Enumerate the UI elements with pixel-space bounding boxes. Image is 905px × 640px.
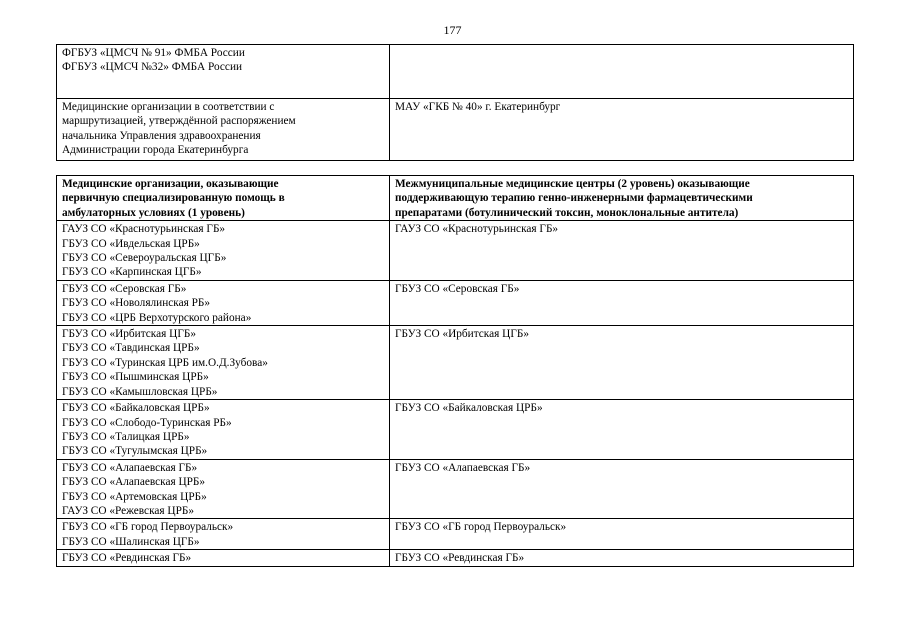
cell-line: ГБУЗ СО «Слободо-Туринская РБ» (62, 416, 232, 429)
cell-line: ГАУЗ СО «Краснотурьинская ГБ» (62, 223, 226, 236)
table-row (57, 45, 854, 99)
cell-line: ГБУЗ СО «Алапаевская ГБ» (62, 461, 198, 474)
table-row (57, 221, 854, 281)
cell-line: ФГБУЗ «ЦМСЧ № 91» ФМБА России (62, 47, 245, 59)
cell-line: начальника Управления здравоохранения (62, 129, 261, 142)
cell-line: ГБУЗ СО «Тугулымская ЦРБ» (62, 445, 208, 458)
cell-line: ГБУЗ СО «Серовская ГБ» (395, 282, 520, 295)
cell-line: ГБУЗ СО «Новолялинская РБ» (62, 297, 211, 310)
cell-line: ГАУЗ СО «Режевская ЦРБ» (62, 504, 194, 517)
table-cell-left (57, 221, 390, 281)
header-cell-right (390, 176, 854, 221)
table-cell-left (57, 550, 390, 566)
table-cell-right (390, 326, 854, 400)
cell-line: ГАУЗ СО «Краснотурьинская ГБ» (395, 223, 559, 236)
cell-line: ГБУЗ СО «Ревдинская ГБ» (62, 552, 192, 565)
header-line: препаратами (ботулинический токсин, моноклональные антитела) (395, 206, 739, 219)
table-row (57, 280, 854, 325)
cell-line: ГБУЗ СО «ГБ город Первоуральск» (62, 521, 234, 534)
cell-line: ГБУЗ СО «Байкаловская ЦРБ» (395, 402, 543, 415)
header-line: поддерживающую терапию генно-инженерными фармацевтическими (395, 192, 753, 205)
cell-line: ГБУЗ СО «Алапаевская ЦРБ» (62, 476, 206, 489)
cell-line: ГБУЗ СО «Серовская ГБ» (62, 282, 187, 295)
cell-line: ГБУЗ СО «ГБ город Первоуральск» (395, 521, 567, 534)
table-cell-left (57, 99, 390, 161)
main-table (56, 175, 854, 567)
cell-line: ГБУЗ СО «Туринская ЦРБ им.О.Д.Зубова» (62, 356, 268, 369)
cell-line: ГБУЗ СО «Ивдельская ЦРБ» (62, 237, 200, 250)
table-cell-left (57, 45, 390, 99)
cell-line: Администрации города Екатеринбурга (62, 144, 249, 157)
table-cell-right (390, 280, 854, 325)
table-cell-right (390, 45, 854, 99)
cell-line: ГБУЗ СО «Ирбитская ЦГБ» (395, 328, 529, 341)
cell-line: ГБУЗ СО «Североуральская ЦГБ» (62, 252, 227, 265)
header-line: первичную специализированную помощь в (62, 192, 285, 205)
table-cell-right (390, 519, 854, 550)
header-cell-left (57, 176, 390, 221)
cell-line: МАУ «ГКБ № 40» г. Екатеринбург (395, 101, 561, 113)
table-cell-right (390, 221, 854, 281)
table-header-row (57, 176, 854, 221)
table-cell-left (57, 459, 390, 519)
header-line: Медицинские организации, оказывающие (62, 178, 279, 190)
table-cell-right (390, 550, 854, 566)
cell-line: ГБУЗ СО «Ревдинская ГБ» (395, 552, 525, 565)
header-line: Межмуниципальные медицинские центры (2 уровень) оказывающие (395, 178, 750, 190)
cell-line: ГБУЗ СО «Ирбитская ЦГБ» (62, 328, 196, 341)
table-cell-left (57, 400, 390, 460)
cell-line: ГБУЗ СО «Байкаловская ЦРБ» (62, 402, 210, 415)
cell-line: ФГБУЗ «ЦМСЧ №32» ФМБА России (62, 61, 243, 74)
cell-line: ГБУЗ СО «Тавдинская ЦРБ» (62, 342, 200, 355)
table-cell-left (57, 326, 390, 400)
table-cell-right (390, 400, 854, 460)
page-number: 177 (443, 23, 462, 37)
table-row (57, 326, 854, 400)
cell-line: ГБУЗ СО «Шалинская ЦГБ» (62, 535, 200, 548)
cell-line: ГБУЗ СО «Талицкая ЦРБ» (62, 430, 190, 443)
cell-line: Медицинские организации в соответствии с (62, 101, 275, 113)
cell-line: маршрутизацией, утверждённой распоряжением (62, 115, 296, 128)
table-row (57, 99, 854, 161)
table-row (57, 519, 854, 550)
cell-line: ГБУЗ СО «Алапаевская ГБ» (395, 461, 531, 474)
table-row (57, 459, 854, 519)
table-cell-right (390, 459, 854, 519)
table-row (57, 400, 854, 460)
header-line: амбулаторных условиях (1 уровень) (62, 206, 245, 219)
top-table (56, 44, 854, 161)
table-cell-left (57, 280, 390, 325)
table-cell-right (390, 99, 854, 161)
cell-line: ГБУЗ СО «Камышловская ЦРБ» (62, 385, 218, 398)
cell-line: ГБУЗ СО «Пышминская ЦРБ» (62, 371, 209, 384)
cell-line: ГБУЗ СО «Артемовская ЦРБ» (62, 490, 207, 503)
cell-line: ГБУЗ СО «Карпинская ЦГБ» (62, 266, 202, 279)
table-cell-left (57, 519, 390, 550)
cell-line: ГБУЗ СО «ЦРБ Верхотурского района» (62, 311, 252, 324)
table-row (57, 550, 854, 566)
